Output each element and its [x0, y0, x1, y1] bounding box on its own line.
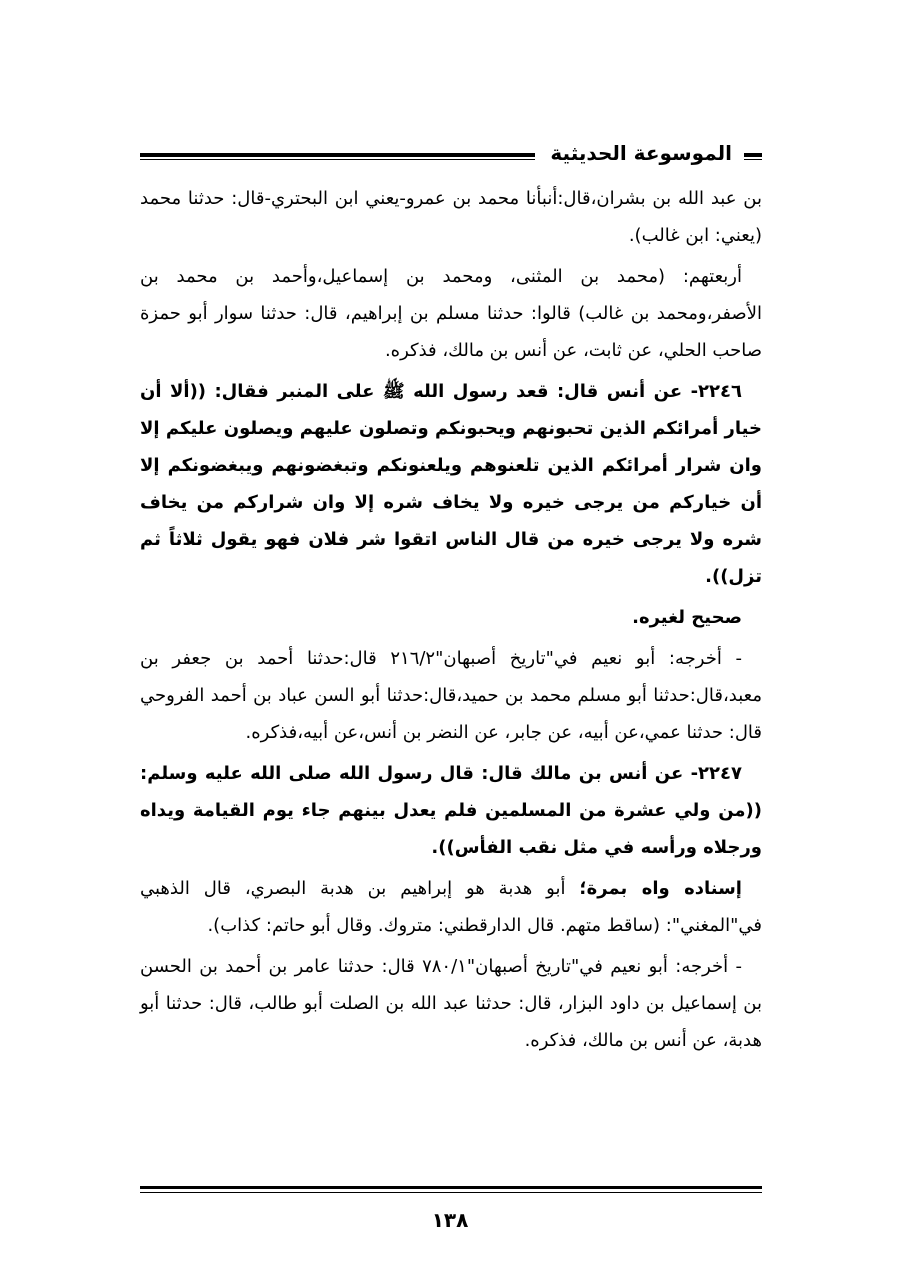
hadith-2246: ٢٢٤٦- عن أنس قال: قعد رسول الله ﷺ على المنبر فقال: ((ألا أن خيار أمرائكم الذين تحبونهم ويحبونكم وتصلون عليهم ويصلون عليكم إلا وان شرار أمرائكم الذين تلعنوهم ويلعنونكم وتبغضونهم ويبغضونكم إلا أن خياركم من يرجى خيره ولا يخاف شره إلا وان شراركم من يخاف شره ولا يرجى خيره من قال الناس اتقوا شر فلان فهو يقول ثلاثاً ثم تزل)). [140, 381, 762, 587]
page-number: ١٣٨ [431, 1208, 469, 1232]
grading-2247-text: أبو هدبة هو إبراهيم بن هدبة البصري، قال الذهبي في"المغني": (ساقط متهم. قال الدارقطني: متروك. وقال أبو حاتم: كذاب). [140, 878, 762, 936]
grading-2246: صحيح لغيره. [632, 607, 742, 628]
paragraph-chain: أربعتهم: (محمد بن المثنى، ومحمد بن إسماعيل،وأحمد بن محمد بن الأصفر،ومحمد بن غالب) قالوا: حدثنا مسلم بن إبراهيم، قال: حدثنا سوار أبو حمزة صاحب الحلي، عن ثابت، عن أنس بن مالك، فذكره. [140, 266, 762, 361]
paragraph-continuation: بن عبد الله بن بشران،قال:أنبأنا محمد بن عمرو-يعني ابن البحتري-قال: حدثنا محمد (يعني: ابن غالب). [140, 188, 762, 246]
footer-rule [140, 1186, 762, 1189]
header-rule-left [140, 153, 535, 157]
grading-2247 [140, 870, 762, 944]
page-header [140, 140, 762, 170]
header-title: الموسوعة الحديثية [550, 141, 732, 165]
takhrij-2247: - أخرجه: أبو نعيم في"تاريخ أصبهان"٧٨٠/١ قال: حدثنا عامر بن أحمد بن الحسن بن إسماعيل بن داود البزار، قال: حدثنا عبد الله بن الصلت أبو طالب، قال: حدثنا أبو هدبة، عن أنس بن مالك، فذكره. [140, 956, 762, 1051]
hadith-2247: ٢٢٤٧- عن أنس بن مالك قال: قال رسول الله صلى الله عليه وسلم: ((من ولي عشرة من المسلمين فلم يعدل بينهم جاء يوم القيامة ويداه ورجلاه ورأسه في مثل نقب الفأس)). [140, 763, 762, 858]
takhrij-2246: - أخرجه: أبو نعيم في"تاريخ أصبهان"٢١٦/٢ قال:حدثنا أحمد بن جعفر بن معبد،قال:حدثنا أبو مسلم محمد بن حميد،قال:حدثنا أبو السن عباد بن أحمد الفروحي قال: حدثنا عمي،عن أبيه، عن جابر، عن النضر بن أنس،عن أبيه،فذكره. [140, 648, 762, 743]
header-rule-right [744, 153, 762, 157]
page-content [140, 180, 762, 1063]
grading-2247-lead: إسناده واه بمرة؛ [579, 878, 742, 899]
